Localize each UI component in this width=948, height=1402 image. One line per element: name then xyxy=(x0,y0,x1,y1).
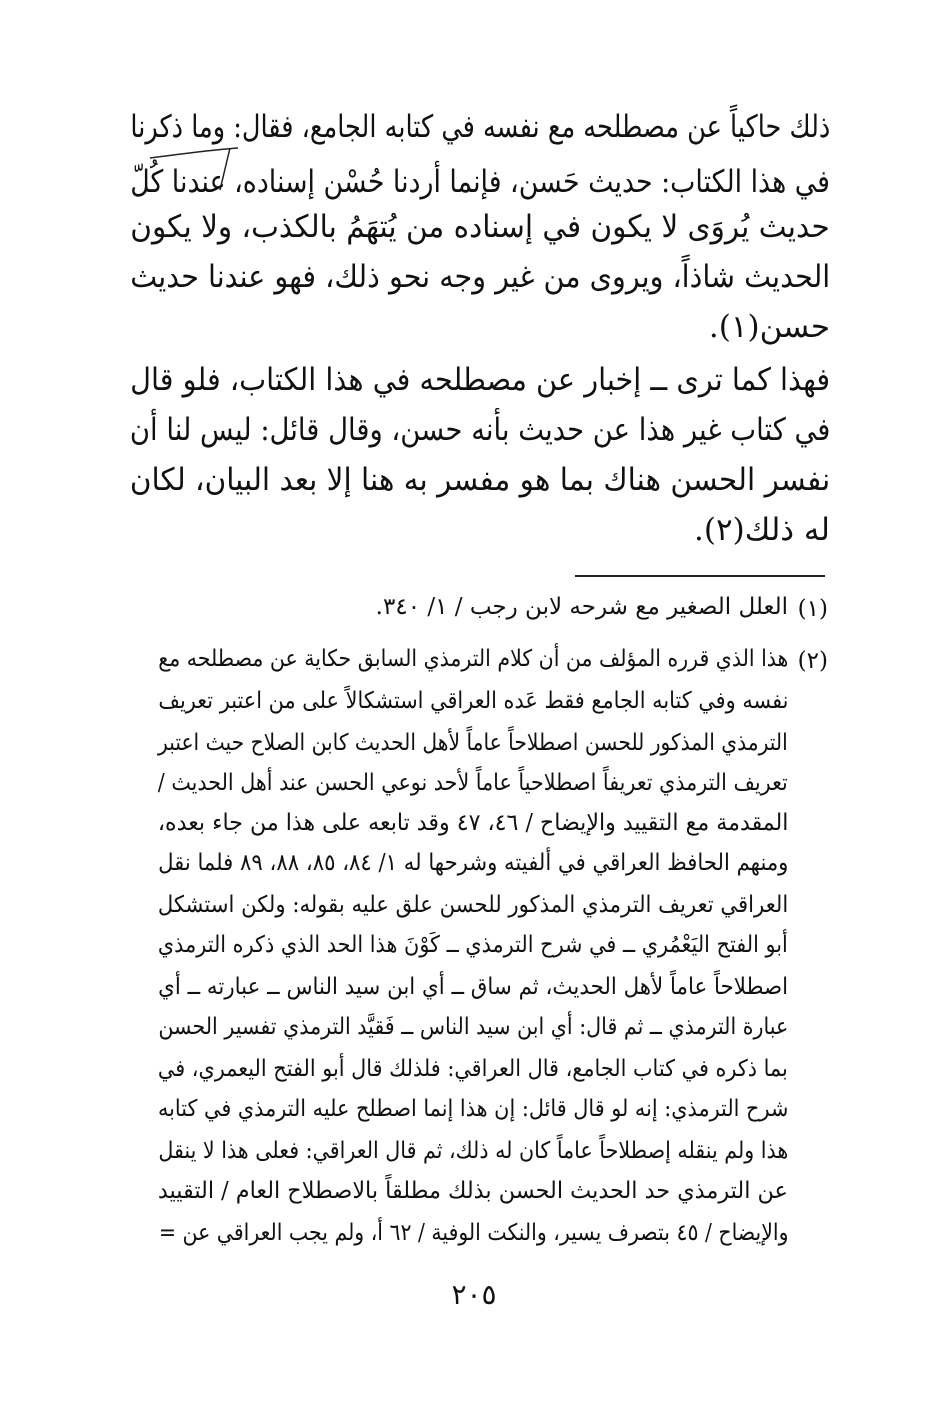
main-text-line: في كتاب غير هذا عن حديث بأنه حسن، وقال قائل: ليس لنا أن xyxy=(129,412,830,448)
footnote-line: والإيضاح / ٤٥ بتصرف يسير، والنكت الوفية / ٦٢ أ، ولم يجب العراقي عن = xyxy=(158,1220,788,1246)
page-number: ٢٠٥ xyxy=(451,1278,497,1311)
footnote-line: شرح الترمذي: إنه لو قال قائل: إن هذا إنما اصطلح عليه الترمذي في كتابه xyxy=(157,1096,788,1122)
main-text-line: حديث يُروَى لا يكون في إسناده من يُتهَمُ بالكذب، ولا يكون xyxy=(130,209,830,245)
footnote-line: هذا الذي قرره المؤلف من أن كلام الترمذي السابق حكاية عن مصطلحه مع xyxy=(157,646,788,672)
footnote-line: العراقي تعريف الترمذي المذكور للحسن علق عليه بقوله: ولكن استشكل xyxy=(157,892,788,918)
main-text-line: ذلك حاكياً عن مصطلحه مع نفسه في كتابه الجامع، فقال: وما ذكرنا xyxy=(130,109,830,145)
footnote-line: هذا ولم ينقله إصطلاحاً عاماً كان له ذلك، ثم قال العراقي: فعلى هذا لا ينقل xyxy=(158,1138,788,1164)
footnote-marker: (٢) xyxy=(797,648,828,674)
main-text-line: نفسر الحسن هناك بما هو مفسر به هنا إلا بعد البيان، لكان xyxy=(129,462,830,498)
footnote-line: تعريف الترمذي تعريفاً اصطلاحياً عاماً لأحد نوعي الحسن عند أهل الحديث / xyxy=(157,770,788,796)
footnote-line: اصطلاحاً عاماً لأهل الحديث، ثم ساق ــ أي ابن سيد الناس ــ عبارته ــ أي xyxy=(158,974,788,1000)
footnote-line: الترمذي المذكور للحسن اصطلاحاً عاماً لأهل الحديث كابن الصلاح حيث اعتبر xyxy=(158,730,788,756)
footnote-separator xyxy=(575,575,825,577)
footnote-line: ومنهم الحافظ العراقي في ألفيته وشرحها له ١/ ٨٤، ٨٥، ٨٨، ٨٩ فلما نقل xyxy=(157,850,788,876)
footnote-line: عن الترمذي حد الحديث الحسن بذلك مطلقاً بالاصطلاح العام / التقييد xyxy=(157,1178,788,1204)
main-text-line: حسن(١). xyxy=(708,309,830,345)
footnote-line: أبو الفتح اليَعْمُري ــ في شرح الترمذي ــ كَوْنَ هذا الحد الذي ذكره الترمذي xyxy=(158,932,788,958)
main-text-line: في هذا الكتاب: حديث حَسن، فإنما أردنا حُسْن إسناده، عندنا كُلّ xyxy=(130,164,830,200)
main-text-line: له ذلك(٢). xyxy=(694,512,830,548)
handwritten-pen-mark xyxy=(150,140,240,200)
footnote-line: نفسه وفي كتابه الجامع فقط عَده العراقي استشكالاً على من اعتبر تعريف xyxy=(157,688,788,714)
footnote-line: عبارة الترمذي ــ ثم قال: أي ابن سيد الناس ــ فَقيَّد الترمذي تفسير الحسن xyxy=(157,1014,788,1040)
footnote-line: المقدمة مع التقييد والإيضاح / ٤٦، ٤٧ وقد تابعه على هذا من جاء بعده، xyxy=(157,810,788,836)
main-text-line: الحديث شاذاً، ويروى من غير وجه نحو ذلك، فهو عندنا حديث xyxy=(130,259,830,295)
footnote-marker: (١) xyxy=(797,596,828,622)
footnote-line: بما ذكره في كتاب الجامع، قال العراقي: فلذلك قال أبو الفتح اليعمري، في xyxy=(158,1056,788,1082)
main-text-line: فهذا كما ترى ــ إخبار عن مصطلحه في هذا الكتاب، فلو قال xyxy=(130,362,830,398)
footnote-line: العلل الصغير مع شرحه لابن رجب / ١/ ٣٤٠. xyxy=(375,594,788,620)
